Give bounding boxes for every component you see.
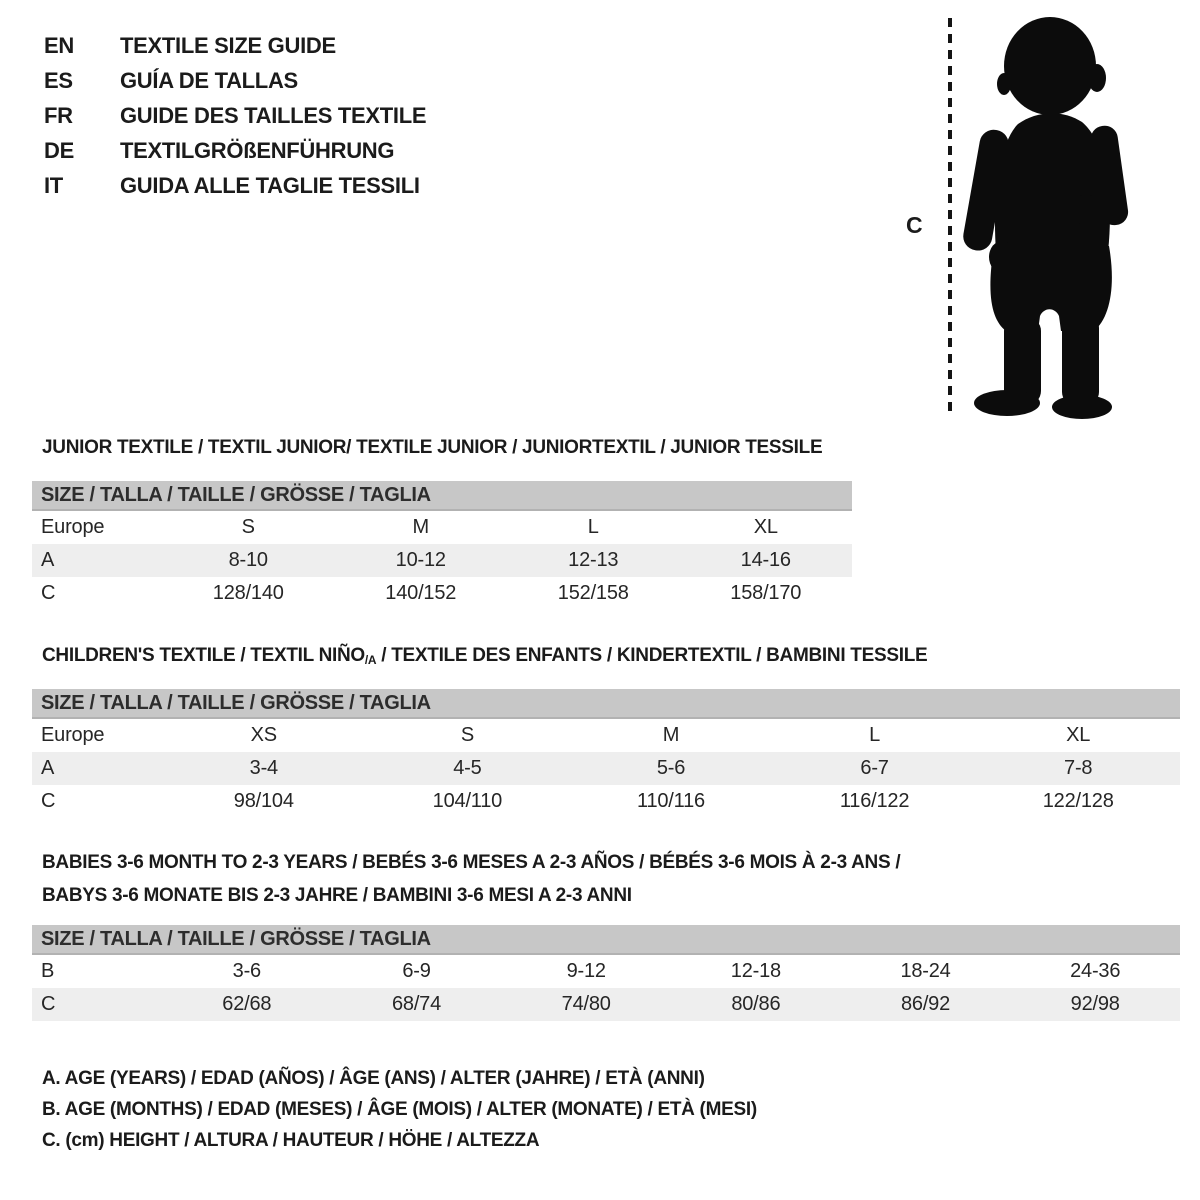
junior-size-table	[32, 481, 852, 610]
language-title-block	[44, 28, 426, 203]
age-cell: 4-5	[453, 757, 482, 779]
row-label: B	[41, 960, 55, 982]
lang-row-es	[44, 63, 426, 98]
size-cell: M	[662, 724, 680, 746]
section-title-text: / TEXTILE DES ENFANTS / KINDERTEXTIL / BAMBINI TESSILE	[376, 645, 928, 666]
size-cell: XS	[250, 724, 277, 746]
lang-code: IT	[44, 173, 63, 198]
age-cell: 3-4	[249, 757, 278, 779]
table-row-age	[32, 544, 852, 577]
lang-code: DE	[44, 138, 74, 163]
legend-height-cm: C. (cm) HEIGHT / ALTURA / HAUTEUR / HÖHE / ALTEZZA	[42, 1130, 540, 1151]
age-cell: 14-16	[740, 549, 791, 571]
size-cell: S	[241, 516, 255, 538]
lang-row-it	[44, 168, 426, 203]
months-cell: 3-6	[232, 960, 261, 982]
section-title-text: CHILDREN'S TEXTILE / TEXTIL NIÑO	[42, 645, 365, 666]
height-cell: 80/86	[731, 993, 781, 1015]
height-cell: 128/140	[212, 582, 284, 604]
row-label: C	[41, 790, 56, 812]
table-row-height	[32, 577, 852, 610]
height-cell: 122/128	[1042, 790, 1114, 812]
size-cell: M	[412, 516, 429, 538]
row-label: C	[41, 993, 56, 1015]
size-cell: L	[869, 724, 881, 746]
months-cell: 6-9	[402, 960, 431, 982]
age-cell: 12-13	[568, 549, 619, 571]
height-measure-label: C	[906, 212, 923, 238]
height-cell: 140/152	[385, 582, 457, 604]
table-row-months	[32, 955, 1180, 988]
lang-row-de	[44, 133, 426, 168]
height-measure-dashed-line	[948, 18, 952, 418]
size-cell: XL	[1066, 724, 1091, 746]
height-cell: 98/104	[233, 790, 294, 812]
row-label: Europe	[41, 516, 105, 538]
table-row-europe	[32, 719, 1180, 752]
section-title-children	[42, 639, 927, 674]
lang-code: EN	[44, 33, 74, 58]
lang-title: GUIDE DES TAILLES TEXTILE	[120, 103, 427, 128]
children-size-table	[32, 689, 1180, 818]
row-label: C	[41, 582, 56, 604]
height-cell: 62/68	[222, 993, 272, 1015]
age-cell: 5-6	[656, 757, 686, 779]
size-cell: XL	[753, 516, 778, 538]
legend-age-years: A. AGE (YEARS) / EDAD (AÑOS) / ÂGE (ANS) / ALTER (JAHRE) / ETÀ (ANNI)	[42, 1068, 705, 1089]
lang-title: TEXTILGRÖßENFÜHRUNG	[120, 138, 395, 163]
months-cell: 12-18	[730, 960, 781, 982]
size-header-bar: SIZE / TALLA / TAILLE / GRÖSSE / TAGLIA	[32, 689, 1180, 719]
section-title-text: JUNIOR TEXTILE / TEXTIL JUNIOR/ TEXTILE JUNIOR / JUNIORTEXTIL / JUNIOR TESSILE	[42, 437, 823, 458]
lang-title: TEXTILE SIZE GUIDE	[120, 33, 336, 58]
lang-row-en	[44, 28, 426, 63]
table-row-height	[32, 988, 1180, 1021]
table-row-age	[32, 752, 1180, 785]
height-cell: 152/158	[557, 582, 629, 604]
lang-row-fr	[44, 98, 426, 133]
age-cell: 8-10	[228, 549, 268, 571]
section-title-babies	[42, 846, 900, 912]
height-cell: 74/80	[561, 993, 611, 1015]
row-label: Europe	[41, 724, 105, 746]
lang-title: GUÍA DE TALLAS	[120, 68, 298, 93]
lang-code: ES	[44, 68, 73, 93]
legend-age-months: B. AGE (MONTHS) / EDAD (MESES) / ÂGE (MOIS) / ALTER (MONATE) / ETÀ (MESI)	[42, 1099, 757, 1120]
height-cell: 104/110	[432, 790, 503, 812]
size-cell: L	[587, 516, 599, 538]
section-title-line1: BABIES 3-6 MONTH TO 2-3 YEARS / BEBÉS 3-6 MESES A 2-3 AÑOS / BÉBÉS 3-6 MOIS À 2-3 ANS /	[42, 852, 901, 873]
section-title-line2: BABYS 3-6 MONATE BIS 2-3 JAHRE / BAMBINI 3-6 MESI A 2-3 ANNI	[42, 885, 632, 906]
row-label: A	[41, 549, 55, 571]
height-cell: 86/92	[900, 993, 951, 1015]
age-cell: 10-12	[395, 549, 446, 571]
babies-size-table	[32, 925, 1180, 1021]
section-title-junior	[42, 431, 822, 464]
table-row-europe	[32, 511, 852, 544]
section-title-subscript: /A	[364, 653, 377, 667]
lang-title: GUIDA ALLE TAGLIE TESSILI	[120, 173, 420, 198]
height-cell: 110/116	[637, 790, 705, 812]
age-cell: 6-7	[860, 757, 889, 779]
height-cell: 116/122	[839, 790, 910, 812]
height-cell: 158/170	[730, 582, 802, 604]
toddler-silhouette-icon	[958, 14, 1144, 420]
months-cell: 18-24	[900, 960, 951, 982]
height-cell: 68/74	[391, 993, 442, 1015]
height-cell: 92/98	[1070, 993, 1120, 1015]
age-cell: 7-8	[1064, 757, 1093, 779]
months-cell: 24-36	[1070, 960, 1121, 982]
lang-code: FR	[44, 103, 73, 128]
size-header-bar: SIZE / TALLA / TAILLE / GRÖSSE / TAGLIA	[32, 481, 852, 511]
table-row-height	[32, 785, 1180, 818]
months-cell: 9-12	[566, 960, 606, 982]
size-cell: S	[460, 724, 474, 746]
row-label: A	[41, 757, 55, 779]
size-header-bar: SIZE / TALLA / TAILLE / GRÖSSE / TAGLIA	[32, 925, 1180, 955]
legend-block	[42, 1063, 757, 1156]
